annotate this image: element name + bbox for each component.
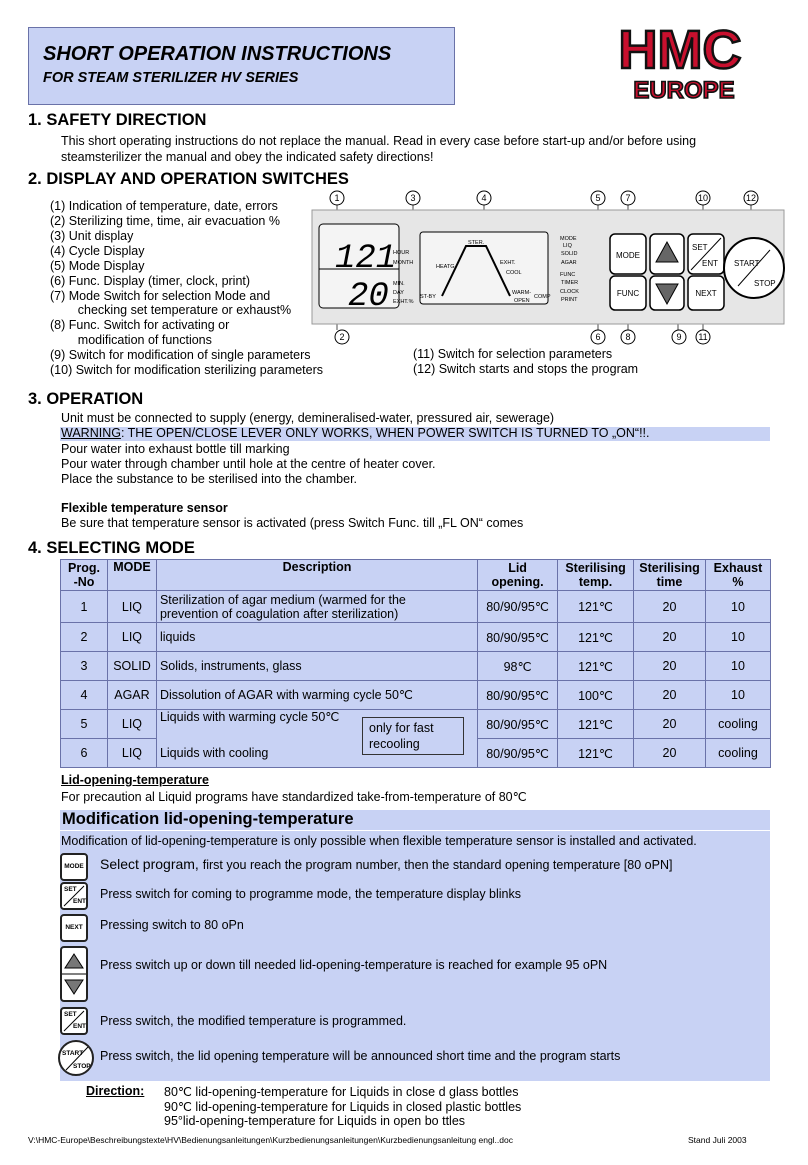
start-stop-key-icon <box>58 1040 94 1076</box>
switch-list-item: (3) Unit display <box>50 229 134 243</box>
table-cell: 5 <box>61 710 108 739</box>
footer-path: V:\HMC-Europe\Beschreibungstexte\HV\Bedienungsanleitungen\Kurzbedienungsanleitungen\Kurzbedienungsanleitung engl..doc <box>28 1135 513 1145</box>
table-cell: 80/90/95℃ <box>478 739 558 768</box>
svg-text:PRINT: PRINT <box>561 297 578 303</box>
svg-text:HEATG.: HEATG. <box>436 264 457 270</box>
display-time: 20 <box>348 278 389 316</box>
section4-heading: 4. SELECTING MODE <box>28 539 195 557</box>
table-cell: 10 <box>705 652 770 681</box>
switch-list-item: modification of functions <box>50 333 212 347</box>
step-up-down: Press switch up or down till needed lid-opening-temperature is reached for example 95 oPN <box>100 958 608 972</box>
callout-9: 9 <box>676 332 682 342</box>
step-select-program <box>100 856 672 872</box>
col-description: Description <box>156 560 477 591</box>
footer-date: Stand Juli 2003 <box>688 1135 747 1145</box>
table-cell: cooling <box>705 739 770 768</box>
svg-text:MODE: MODE <box>616 251 640 260</box>
svg-text:COOL: COOL <box>506 270 522 276</box>
table-cell: 2 <box>61 623 108 652</box>
operation-line: Pour water through chamber until hole at the centre of heater cover. <box>61 457 436 471</box>
lid-temp-heading: Lid-opening-temperature <box>61 773 209 787</box>
section1-line-2: steamsterilizer the manual and obey the indicated safety directions! <box>61 150 434 164</box>
step-programmed: Press switch, the modified temperature is programmed. <box>100 1014 407 1028</box>
switch-list-item: (6) Func. Display (timer, clock, print) <box>50 274 251 288</box>
col-sterilising-time: Sterilising time <box>634 560 706 591</box>
operation-line: Unit must be connected to supply (energy, demineralised-water, pressured air, sewerage) <box>61 411 555 425</box>
display-temperature: 121 <box>335 240 397 278</box>
ent-label: ENT <box>73 1023 86 1030</box>
table-cell: 121℃ <box>558 652 634 681</box>
svg-text:STER.: STER. <box>468 240 485 246</box>
recooling-note: only for fast recooling <box>362 717 464 755</box>
table-cell: 3 <box>61 652 108 681</box>
col-prog-no: Prog. -No <box>61 560 108 591</box>
table-cell: Liquids with warming cycle 50℃ <box>156 710 477 739</box>
switch-list-item: checking set temperature or exhaust% <box>50 303 292 317</box>
svg-text:EXHT.%: EXHT.% <box>393 299 414 305</box>
svg-text:NEXT: NEXT <box>695 289 717 298</box>
svg-text:FUNC: FUNC <box>560 272 576 278</box>
table-cell: 100℃ <box>558 681 634 710</box>
switch-list-item: (11) Switch for selection parameters <box>413 347 613 361</box>
svg-text:AGAR: AGAR <box>561 260 577 266</box>
operation-line: Place the substance to be sterilised into the chamber. <box>61 472 358 486</box>
svg-text:COMP: COMP <box>534 294 551 300</box>
switch-list-item: (9) Switch for modification of single parameters <box>50 348 311 362</box>
ent-label: ENT <box>73 898 86 905</box>
table-cell: 80/90/95℃ <box>478 710 558 739</box>
control-panel-diagram <box>310 188 786 348</box>
title-box <box>28 27 455 105</box>
svg-text:FUNC: FUNC <box>616 289 640 298</box>
up-down-arrows-icon <box>62 948 86 1000</box>
stop-label: STOP <box>73 1063 91 1070</box>
warning-label: WARNING <box>61 426 121 440</box>
section3-heading: 3. OPERATION <box>28 390 144 408</box>
modification-intro: Modification of lid-opening-temperature is only possible when flexible temperature sensor is installed and activated. <box>61 834 697 848</box>
col-exhaust: Exhaust % <box>705 560 770 591</box>
switch-list-item: (1) Indication of temperature, date, errors <box>50 199 278 213</box>
direction-line: 95°lid-opening-temperature for Liquids in open bo ttles <box>164 1114 466 1128</box>
mode-key-label: MODE <box>64 863 84 870</box>
svg-text:LIQ: LIQ <box>563 243 572 249</box>
table-cell: 10 <box>705 681 770 710</box>
svg-text:START: START <box>734 259 760 268</box>
table-header-row <box>61 560 771 591</box>
svg-text:ST-BY: ST-BY <box>420 294 436 300</box>
section1-line-1: This short operating instructions do not replace the manual. Read in every case before start-up and/or before using <box>61 134 697 148</box>
col-lid-opening: Lid opening. <box>478 560 558 591</box>
table-cell: Sterilization of agar medium (warmed for the prevention of coagulation after sterilization) <box>156 591 477 623</box>
svg-text:MONTH: MONTH <box>393 260 414 266</box>
table-cell: liquids <box>156 623 477 652</box>
table-cell: 20 <box>634 739 706 768</box>
step-lead: Select program, <box>100 856 203 872</box>
col-mode: MODE <box>107 560 156 591</box>
table-cell: 20 <box>634 623 706 652</box>
table-cell: 80/90/95℃ <box>478 591 558 623</box>
step-program-mode: Press switch for coming to programme mode, the temperature display blinks <box>100 887 522 901</box>
table-cell: Liquids with cooling <box>156 739 477 768</box>
svg-text:ENT: ENT <box>702 259 718 268</box>
callout-10: 10 <box>697 193 709 203</box>
switch-list-item: (2) Sterilizing time, time, air evacuation % <box>50 214 280 228</box>
table-cell: 20 <box>634 652 706 681</box>
step-text: first you reach the program number, then the standard opening temperature [80 oPN] <box>202 858 673 872</box>
step-start-program: Press switch, the lid opening temperature will be announced short time and the program starts <box>100 1049 621 1063</box>
logo-hmc-text: HMC <box>618 20 742 80</box>
table-row <box>61 623 771 652</box>
mode-key-icon <box>60 853 88 881</box>
next-key-icon <box>60 914 88 942</box>
svg-text:CLOCK: CLOCK <box>560 289 579 295</box>
callout-6: 6 <box>595 332 601 342</box>
table-cell: 121℃ <box>558 591 634 623</box>
set-ent-key-icon <box>60 882 88 910</box>
table-cell: 121℃ <box>558 710 634 739</box>
up-down-key-icon <box>60 946 88 1002</box>
set-label: SET <box>64 886 77 893</box>
direction-label: Direction: <box>86 1084 145 1098</box>
table-cell: 4 <box>61 681 108 710</box>
table-cell: Dissolution of AGAR with warming cycle 50℃ <box>156 681 477 710</box>
set-label: SET <box>64 1011 77 1018</box>
step-press-next: Pressing switch to 80 oPn <box>100 918 244 932</box>
operation-line: Pour water into exhaust bottle till marking <box>61 442 290 456</box>
svg-text:MODE: MODE <box>560 236 577 242</box>
svg-text:TIMER: TIMER <box>561 280 579 286</box>
table-cell: LIQ <box>107 710 156 739</box>
table-cell: 80/90/95℃ <box>478 623 558 652</box>
svg-text:DAY: DAY <box>393 290 404 296</box>
switch-list-item: (8) Func. Switch for activating or <box>50 318 230 332</box>
start-label: START <box>62 1050 84 1057</box>
switch-list-item: (7) Mode Switch for selection Mode and <box>50 289 271 303</box>
set-ent-key-icon <box>60 1007 88 1035</box>
table-row <box>61 591 771 623</box>
table-row <box>61 681 771 710</box>
table-cell: cooling <box>705 710 770 739</box>
callout-8: 8 <box>625 332 631 342</box>
modification-heading: Modification lid-opening-temperature <box>60 810 770 830</box>
section2-heading: 2. DISPLAY AND OPERATION SWITCHES <box>28 170 349 188</box>
next-key-label: NEXT <box>65 924 83 931</box>
lid-temp-text: For precaution al Liquid programs have standardized take-from-temperature of 80℃ <box>61 790 527 804</box>
table-row <box>61 652 771 681</box>
sensor-text: Be sure that temperature sensor is activated (press Switch Func. till „FL ON“ comes <box>61 516 524 530</box>
warning-line <box>61 426 650 440</box>
callout-5: 5 <box>595 193 601 203</box>
switch-list-item: (4) Cycle Display <box>50 244 145 258</box>
table-cell: 10 <box>705 623 770 652</box>
table-cell: 80/90/95℃ <box>478 681 558 710</box>
callout-1: 1 <box>334 193 340 203</box>
callout-2: 2 <box>339 332 345 342</box>
svg-text:SOLID: SOLID <box>561 251 578 257</box>
table-cell: 121℃ <box>558 623 634 652</box>
table-cell: 20 <box>634 681 706 710</box>
callout-12: 12 <box>745 193 757 203</box>
svg-text:WARM-: WARM- <box>512 290 532 296</box>
table-cell: AGAR <box>107 681 156 710</box>
table-cell: 98℃ <box>478 652 558 681</box>
table-cell: LIQ <box>107 623 156 652</box>
doc-title: SHORT OPERATION INSTRUCTIONS <box>43 43 392 65</box>
callout-3: 3 <box>410 193 416 203</box>
switch-list-item: (12) Switch starts and stops the program <box>413 362 639 376</box>
logo-europe-text: EUROPE <box>633 77 735 104</box>
direction-line: 90℃ lid-opening-temperature for Liquids in closed plastic bottles <box>164 1100 522 1114</box>
svg-text:HOUR: HOUR <box>393 250 410 256</box>
svg-text:STOP: STOP <box>754 279 776 288</box>
hmc-europe-logo <box>598 18 762 104</box>
table-cell: 121℃ <box>558 739 634 768</box>
svg-text:EXHT.: EXHT. <box>500 260 516 266</box>
table-cell: 6 <box>61 739 108 768</box>
table-cell: Solids, instruments, glass <box>156 652 477 681</box>
col-sterilising-temp: Sterilising temp. <box>558 560 634 591</box>
callout-7: 7 <box>625 193 631 203</box>
switch-list-item: (5) Mode Display <box>50 259 145 273</box>
table-cell: 1 <box>61 591 108 623</box>
callout-markers-top <box>330 191 758 205</box>
table-cell: SOLID <box>107 652 156 681</box>
callout-4: 4 <box>481 193 487 203</box>
doc-subtitle: FOR STEAM STERILIZER HV SERIES <box>43 70 299 86</box>
svg-text:MIN.: MIN. <box>393 281 405 287</box>
direction-line: 80℃ lid-opening-temperature for Liquids in close d glass bottles <box>164 1085 519 1099</box>
svg-text:OPEN: OPEN <box>514 298 530 304</box>
table-cell: LIQ <box>107 591 156 623</box>
callout-11: 11 <box>698 332 708 342</box>
warning-text: : THE OPEN/CLOSE LEVER ONLY WORKS, WHEN POWER SWITCH IS TURNED TO „ON“!!. <box>120 426 650 440</box>
sensor-heading: Flexible temperature sensor <box>61 501 228 515</box>
table-cell: 20 <box>634 710 706 739</box>
section1-heading: 1. SAFETY DIRECTION <box>28 111 207 129</box>
table-cell: LIQ <box>107 739 156 768</box>
switch-list-item: (10) Switch for modification sterilizing parameters <box>50 363 324 377</box>
callout-markers-bottom <box>335 330 710 344</box>
table-cell: 10 <box>705 591 770 623</box>
svg-text:SET: SET <box>692 243 708 252</box>
table-cell: 20 <box>634 591 706 623</box>
